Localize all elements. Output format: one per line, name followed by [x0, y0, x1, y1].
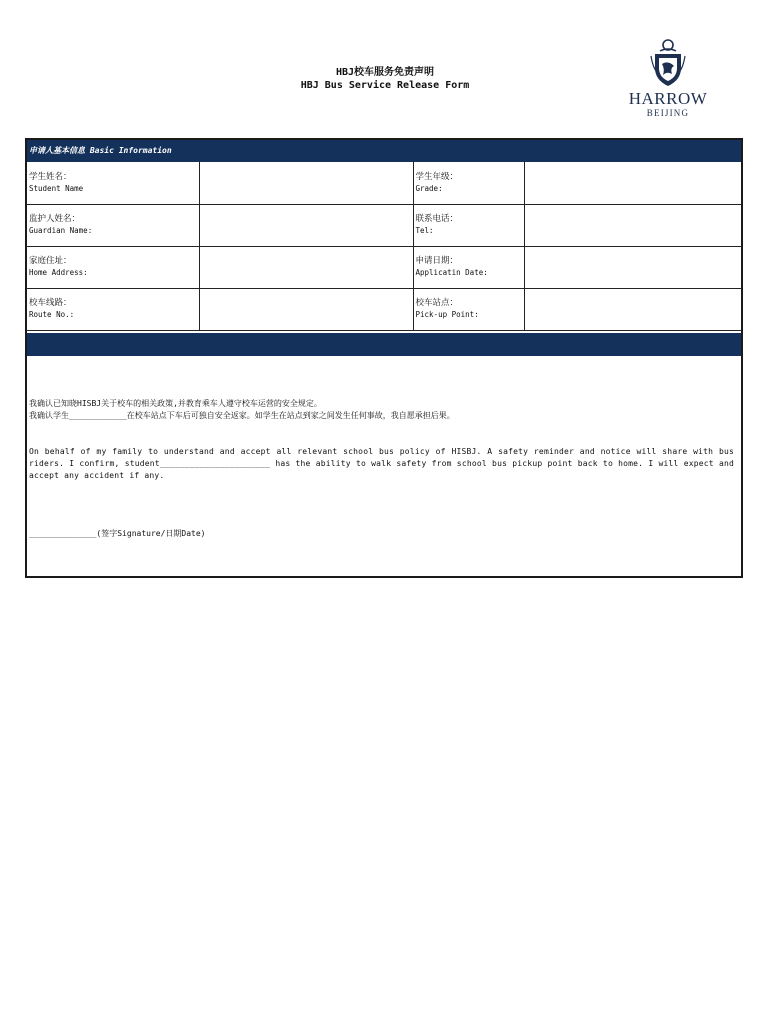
grade-field[interactable]: [524, 162, 741, 204]
student-name-field[interactable]: [199, 162, 413, 204]
table-row: [27, 162, 741, 204]
tel-field[interactable]: [524, 204, 741, 246]
statement-english: On behalf of my family to understand and accept all relevant school bus policy of HISBJ. A safety reminder and notice will share with bus riders. I confirm, student______________________ has the ability to walk safety from school bus pickup point back to home. I will expect and accept any accident if any.: [29, 447, 734, 480]
tel-label: 联系电话： Tel:: [413, 204, 524, 246]
logo-wordmark: HARROW: [628, 89, 708, 108]
title-chinese: HBJ校车服务免责声明: [335, 67, 435, 78]
student-name-label: 学生姓名： Student Name: [27, 162, 199, 204]
table-row: [27, 288, 741, 330]
route-label: 校车线路： Route No.:: [27, 288, 199, 330]
form-title: [250, 66, 520, 92]
guardian-name-field[interactable]: [199, 204, 413, 246]
pickup-point-field[interactable]: [524, 288, 741, 330]
signature-line[interactable]: ______________(签字Signature/日期Date): [29, 529, 206, 538]
section-header-basic-info: 申请人基本信息 Basic Information: [27, 140, 741, 162]
application-date-field[interactable]: [524, 246, 741, 288]
release-statement: [29, 398, 734, 540]
pickup-point-label: 校车站点： Pick-up Point:: [413, 288, 524, 330]
home-address-label: 家庭住址： Home Address:: [27, 246, 199, 288]
home-address-field[interactable]: [199, 246, 413, 288]
crest-icon: [648, 38, 688, 88]
basic-info-table: [27, 162, 741, 331]
logo-subtitle: BEIJING: [646, 108, 690, 118]
route-field[interactable]: [199, 288, 413, 330]
release-form: [25, 138, 743, 578]
table-row: [27, 246, 741, 288]
statement-cn-line-2: 我确认学生____________在校车站点下车后可独自安全返家。如学生在站点到家之间发生任何事故，我自愿承担后果。: [29, 411, 455, 420]
guardian-name-label: 监护人姓名： Guardian Name:: [27, 204, 199, 246]
grade-label: 学生年级： Grade:: [413, 162, 524, 204]
section-header-statement: [27, 333, 741, 356]
statement-cn-line-1: 我确认已知晓HISBJ关于校车的相关政策,并教育乘车人遵守校车运营的安全规定。: [29, 399, 322, 408]
title-english: HBJ Bus Service Release Form: [300, 80, 470, 91]
table-row: [27, 204, 741, 246]
application-date-label: 申请日期： Applicatin Date:: [413, 246, 524, 288]
harrow-logo: [612, 38, 724, 128]
